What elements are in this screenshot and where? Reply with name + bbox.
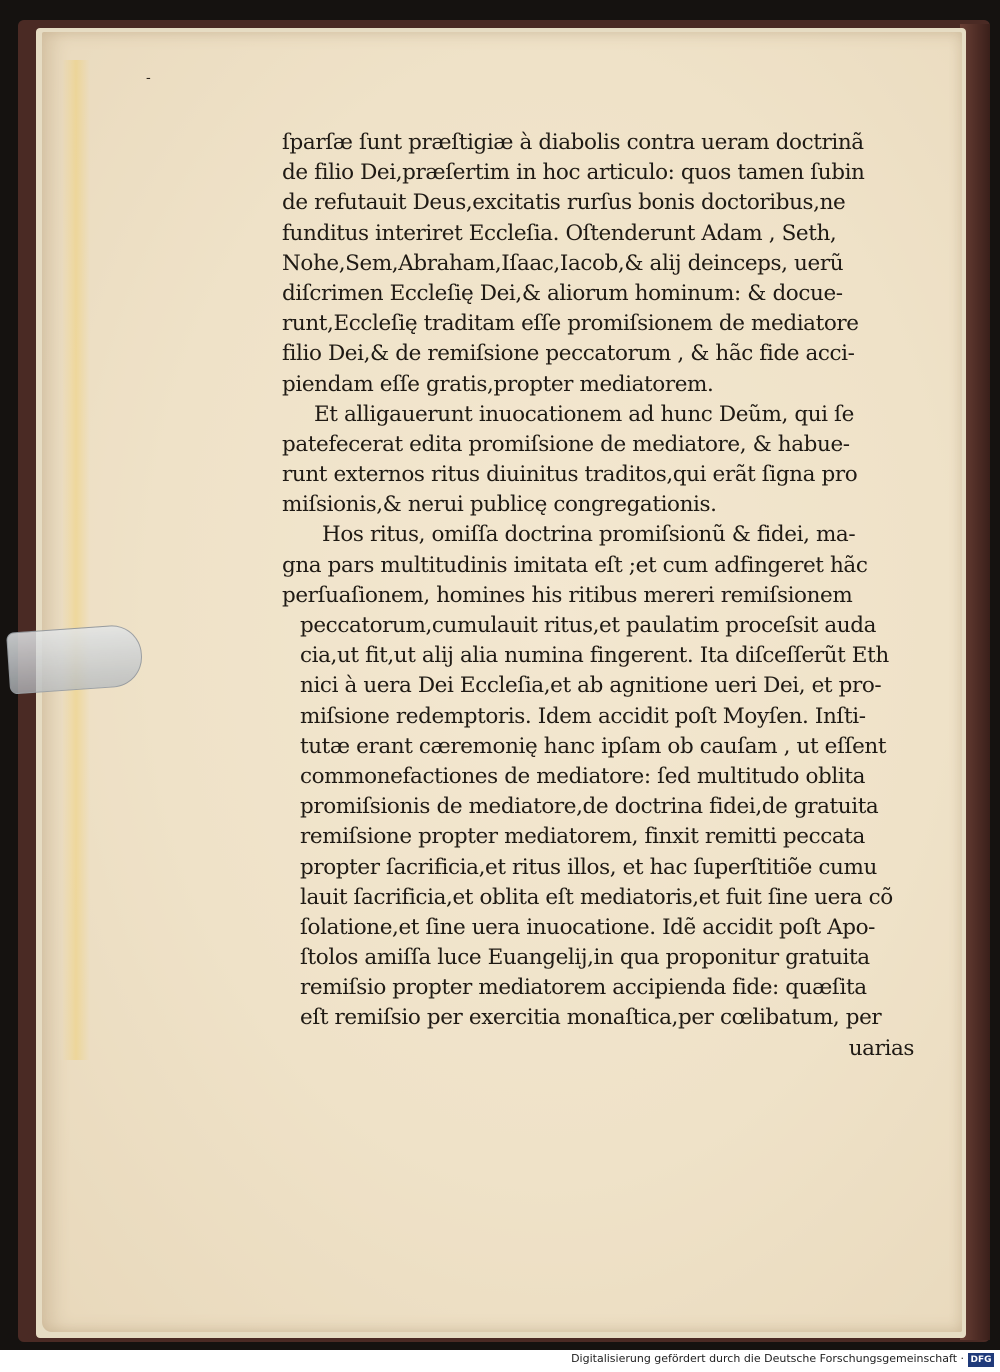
text-line: peccatorum,cumulauit ritus,et paulatim proceſsit auda <box>300 613 877 638</box>
text-line: remiſsione propter mediatorem, finxit remitti peccata <box>300 824 865 850</box>
text-block <box>282 128 922 1064</box>
text-line: nici à uera Dei Eccleſia,et ab agnitione ueri Dei, et pro- <box>300 673 882 699</box>
dfg-logo-icon: DFG <box>968 1353 994 1367</box>
text-line: funditus interiret Eccleſia. Oſtenderunt Adam , Seth, <box>282 220 837 246</box>
text-line: perſuaſionem, homines his ritibus mereri remiſsionem <box>282 582 853 608</box>
text-line: cia,ut fit,ut alij alia numina fingerent. Ita diſceſſerũt Eth <box>300 643 889 669</box>
text-line: filio Dei,& de remiſsione peccatorum , & hãc fide acci- <box>282 341 855 367</box>
text-line: promiſsionis de mediatore,de doctrina fidei,de gratuita <box>300 794 879 820</box>
text-line: ſtolos amiſſa luce Euangelij,in qua proponitur gratuita <box>300 945 870 971</box>
footer-bar <box>0 1350 1000 1372</box>
text-line: de filio Dei,præſertim in hoc articulo: quos tamen ſubin <box>282 160 865 186</box>
catchword: uarias <box>848 1035 914 1061</box>
text-line: commonefactiones de mediatore: ſed multitudo oblita <box>300 763 865 789</box>
text-line: miſsionis,& nerui publicę congregationis. <box>282 492 717 518</box>
page-clip <box>6 623 144 694</box>
text-line: Et alligauerunt inuocationem ad hunc Deũm, qui ſe <box>314 401 854 427</box>
text-line: runt,Eccleſię traditam eſſe promiſsionem de mediatore <box>282 311 859 337</box>
gutter-stain <box>62 60 90 1060</box>
text-line: Nohe,Sem,Abraham,Iſaac,Iacob,& alij deinceps, uerũ <box>282 250 844 276</box>
text-line: de refutauit Deus,excitatis rurſus bonis doctoribus,ne <box>282 190 846 216</box>
text-line: runt externos ritus diuinitus traditos,qui erãt ſigna pro <box>282 462 858 488</box>
text-line: propter ſacrificia,et ritus illos, et hac ſuperſtitiõe cumu <box>300 854 877 880</box>
text-line: gna pars multitudinis imitata eſt ;et cum adfingeret hãc <box>282 552 868 578</box>
text-line: piendam eſſe gratis,propter mediatorem. <box>282 371 714 397</box>
text-line: miſsione redemptoris. Idem accidit poſt Moyſen. Inſti- <box>300 703 866 729</box>
text-line: diſcrimen Eccleſię Dei,& aliorum hominum: & docue- <box>282 280 843 306</box>
footer-credit: Digitalisierung gefördert durch die Deutsche Forschungsgemeinschaft · <box>571 1352 964 1365</box>
text-line: ſolatione,et ſine uera inuocatione. Idẽ accidit poſt Apo- <box>300 914 876 940</box>
page-mark: - <box>146 70 151 86</box>
text-line: Hos ritus, omiſſa doctrina promiſsionũ & fidei, ma- <box>322 522 856 548</box>
text-line: patefecerat edita promiſsione de mediatore, & habue- <box>282 431 850 457</box>
text-line: lauit ſacrificia,et oblita eſt mediatoris,et fuit ſine uera cõ <box>300 884 893 910</box>
text-line: ſparſæ ſunt præſtigiæ à diabolis contra ueram doctrinã <box>282 130 864 155</box>
text-line: tutæ erant cæremonię hanc ipſam ob cauſam , ut eſſent <box>300 733 887 759</box>
text-line: eſt remiſsio per exercitia monaſtica,per cœlibatum, per <box>300 1005 882 1031</box>
text-line: remiſsio propter mediatorem accipienda fide: quæſita <box>300 975 867 1001</box>
